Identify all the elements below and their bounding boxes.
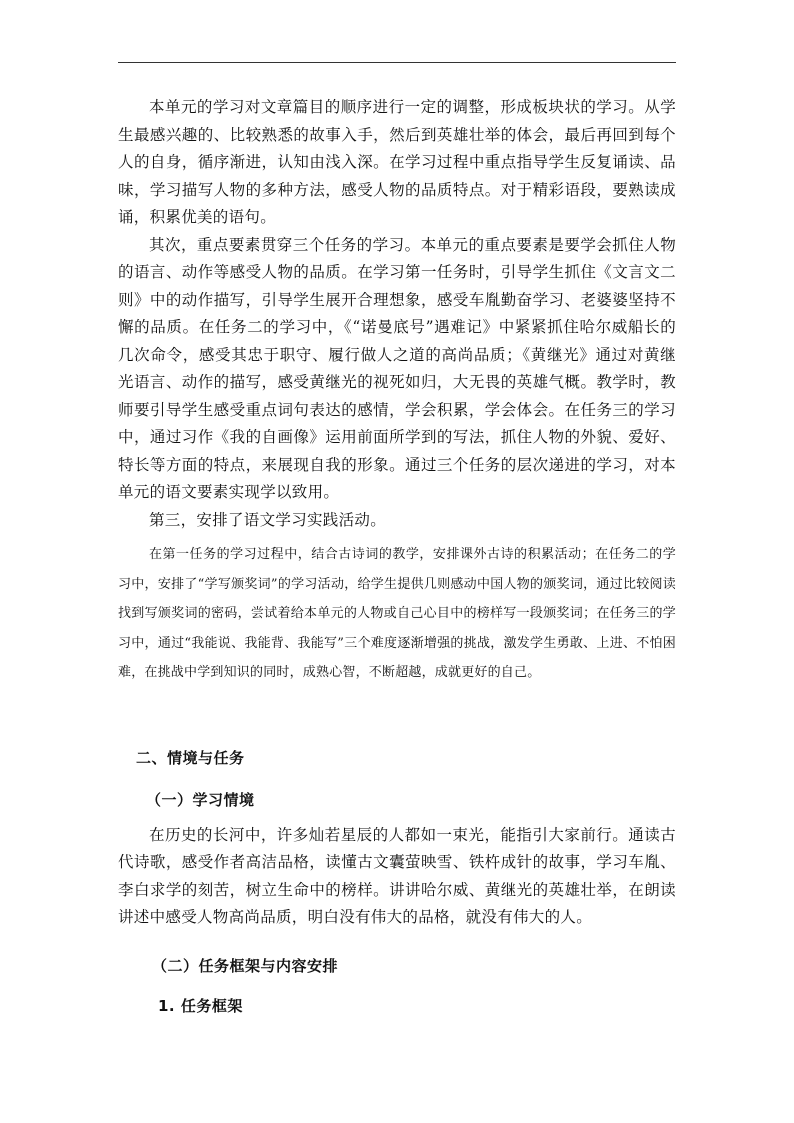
paragraph-activity-details: 在第一任务的学习过程中，结合古诗词的教学，安排课外古诗的积累活动；在任务二的学习中，安排了“学写颁奖词”的学习活动，给学生提供几则感动中国人物的颁奖词，通过比较阅读找到写颁奖词的密码，尝试着给本单元的人物或自己心目中的榜样写一段颁奖词；在任务三的学习中，通过“我能说、我能背、我能写”三个难度逐渐增强的挑战，激发学生勇敢、上进、不怕困难，在挑战中学到知识的同时，成熟心智，不断超越，成就更好的自己。: [118, 547, 676, 680]
subsection-heading-learning-context: （一）学习情境: [146, 790, 255, 809]
header-rule: [118, 62, 676, 63]
paragraph-unit-overview: 本单元的学习对文章篇目的顺序进行一定的调整，形成板块状的学习。从学生最感兴趣的、比较熟悉的故事入手，然后到英雄壮举的体会，最后再回到每个人的自身，循序渐进，认知由浅入深。在学习过程中重点指导学生反复诵读、品味，学习描写人物的多种方法，感受人物的品质特点。对于精彩语段，要熟读成诵，积累优美的语句。: [118, 98, 676, 226]
section-heading: 二、情境与任务: [136, 748, 245, 767]
item-heading-task-framework: 1. 任务框架: [158, 996, 243, 1015]
paragraph-practice-activities: 第三，安排了语文学习实践活动。: [149, 510, 387, 529]
subsection-heading-task-framework: （二）任务框架与内容安排: [152, 956, 339, 975]
document-body: [118, 94, 676, 1016]
paragraph-key-elements: 其次，重点要素贯穿三个任务的学习。本单元的重点要素是要学会抓住人物的语言、动作等感受人物的品质。在学习第一任务时，引导学生抓住《文言文二则》中的动作描写，引导学生展开合理想象，感受车胤勤奋学习、老婆婆坚持不懈的品质。在任务二的学习中，《“诺曼底号”遇难记》中紧紧抓住哈尔威船长的几次命令，感受其忠于职守、履行做人之道的高尚品质；《黄继光》通过对黄继光语言、动作的描写，感受黄继光的视死如归，大无畏的英雄气概。教学时，教师要引导学生感受重点词句表达的感情，学会积累，学会体会。在任务三的学习中，通过习作《我的自画像》运用前面所学到的写法，抓住人物的外貌、爱好、特长等方面的特点，来展现自我的形象。通过三个任务的层次递进的学习，对本单元的语文要素实现学以致用。: [118, 235, 676, 501]
paragraph-learning-context: 在历史的长河中，许多灿若星辰的人都如一束光，能指引大家前行。通读古代诗歌，感受作者高洁品格，读懂古文囊萤映雪、铁杵成针的故事，学习车胤、李白求学的刻苦，树立生命中的榜样。讲讲哈尔威、黄继光的英雄壮举，在朗读讲述中感受人物高尚品质，明白没有伟大的品格，就没有伟大的人。: [118, 825, 676, 926]
